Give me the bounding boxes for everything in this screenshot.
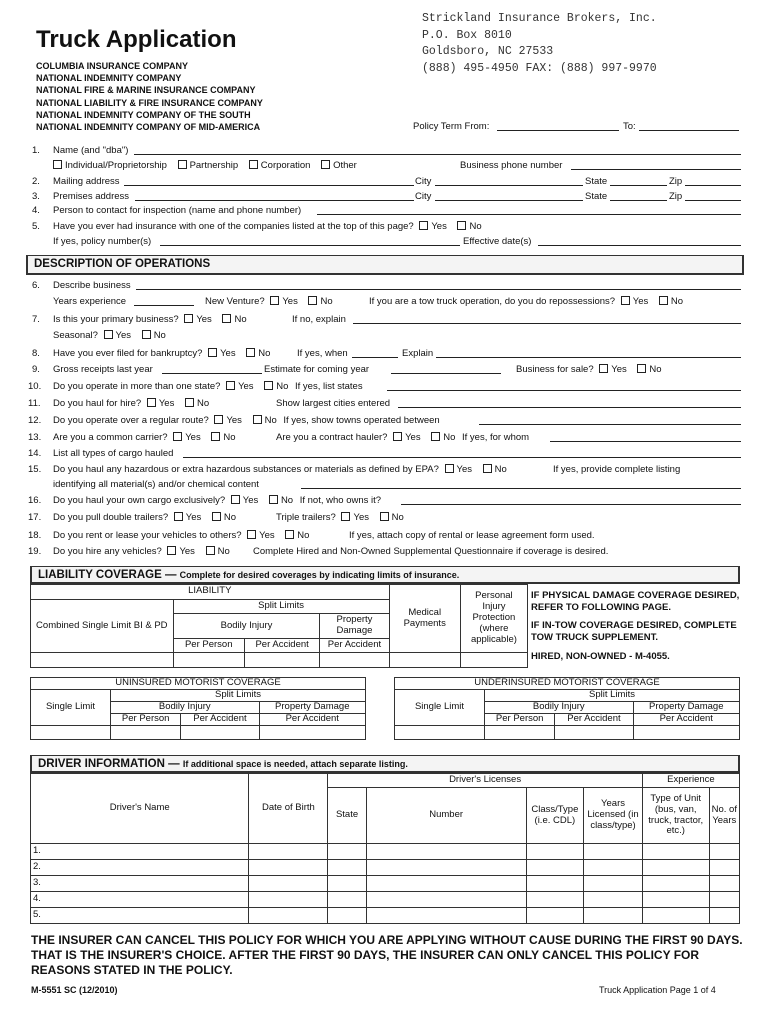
um-per-accident-cell[interactable] <box>181 726 259 740</box>
um-pd-cell[interactable] <box>259 726 365 740</box>
table-cell[interactable] <box>642 892 709 908</box>
years-licensed-header: Years Licensed (in class/type) <box>584 788 643 844</box>
policy-numbers-field[interactable] <box>160 245 460 246</box>
q6-number: 6. <box>32 280 40 291</box>
q4-number: 4. <box>32 205 40 216</box>
new-venture-row: New Venture? Yes No <box>205 296 333 307</box>
table-cell[interactable] <box>584 876 643 892</box>
uim-per-accident-cell[interactable] <box>555 726 633 740</box>
split-limits-header: Split Limits <box>173 599 389 614</box>
per-accident-header: Per Accident <box>555 714 633 726</box>
table-cell[interactable] <box>526 860 584 876</box>
table-cell[interactable] <box>709 844 739 860</box>
q5-row: Have you ever had insurance with one of the companies listed at the top of this page? Yes No <box>53 221 482 232</box>
q11-row: Do you haul for hire? Yes No <box>53 398 210 409</box>
q15-list-label: If yes, provide complete listing <box>553 464 681 475</box>
bodily-injury-header: Bodily Injury <box>111 702 260 714</box>
cancellation-warning: THE INSURER CAN CANCEL THIS POLICY FOR WHICH YOU ARE APPLYING WITHOUT CAUSE DURING THE FIRST 90 DAYS. THAT IS THE INSURER'S CHOICE. AFTER THE FIRST 90 DAYS, THE INSURER CAN ONLY CANCEL THIS POLICY FOR REASONS STATED IN THE POLICY. <box>31 933 743 977</box>
contract-hauler-row: Are you a contract hauler? Yes No If yes, for whom <box>276 432 530 443</box>
premises-city-field[interactable] <box>435 200 583 201</box>
table-cell[interactable] <box>366 876 526 892</box>
unit-type-header: Type of Unit (bus, van, truck, tractor, etc.) <box>642 788 709 844</box>
split-limits-header: Split Limits <box>485 690 740 702</box>
split-limits-header: Split Limits <box>111 690 366 702</box>
states-list-field[interactable] <box>387 390 741 391</box>
checkbox[interactable] <box>104 330 113 339</box>
q18-number: 18. <box>28 530 42 541</box>
city-label: City <box>415 191 432 202</box>
broker-phone: (888) 495-4950 FAX: (888) 997-9970 <box>422 61 657 75</box>
q12-row: Do you operate over a regular route? Yes No If yes, show towns operated between <box>53 415 440 426</box>
broker-city: Goldsboro, NC 27533 <box>422 45 554 58</box>
business-phone-field[interactable] <box>571 169 741 170</box>
no-of-years-header: No. of Years <box>709 788 739 844</box>
policy-term-to-label: To: <box>623 121 636 132</box>
single-limit-header: Single Limit <box>395 690 485 726</box>
q4-label: Person to contact for inspection (name and phone number) <box>53 205 302 216</box>
bankruptcy-when-field[interactable] <box>352 357 398 358</box>
pip-header: Personal Injury Protection (where applicable) <box>460 585 527 653</box>
estimate-field[interactable] <box>391 373 501 374</box>
driver-table <box>30 773 740 924</box>
q8-explain-label: Explain <box>402 348 434 359</box>
checkbox[interactable] <box>285 530 294 539</box>
premises-state-field[interactable] <box>610 200 667 201</box>
mailing-address-field[interactable] <box>124 185 414 186</box>
uninsured-motorist-table <box>30 677 366 740</box>
business-phone-label: Business phone number <box>460 160 563 171</box>
table-cell[interactable] <box>328 860 366 876</box>
uim-per-person-cell[interactable] <box>485 726 555 740</box>
q5-number: 5. <box>32 221 40 232</box>
table-cell[interactable] <box>249 892 328 908</box>
q8-number: 8. <box>32 348 40 359</box>
per-accident-header: Per Accident <box>244 638 319 653</box>
um-per-person-cell[interactable] <box>111 726 181 740</box>
section-heading-operations: DESCRIPTION OF OPERATIONS <box>26 255 744 275</box>
section-heading-liability: LIABILITY COVERAGE — Complete for desired coverages by indicating limits of insurance. <box>30 566 740 584</box>
liability-table <box>30 584 528 668</box>
table-cell[interactable] <box>709 908 739 924</box>
checkbox[interactable] <box>231 495 240 504</box>
table-cell[interactable] <box>709 860 739 876</box>
checkbox[interactable] <box>211 432 220 441</box>
hired-non-owned-note: HIRED, NON-OWNED - M-4055. <box>531 651 670 662</box>
repossession-row: If you are a tow truck operation, do you do repossessions? Yes No <box>369 296 684 307</box>
form-number: M-5551 SC (12/2010) <box>31 985 118 995</box>
effective-dates-field[interactable] <box>538 245 741 246</box>
driver-row-number[interactable]: 5. <box>31 908 249 924</box>
checkbox[interactable] <box>253 415 262 424</box>
q19-complete-label: Complete Hired and Non-Owned Supplemental Questionnaire if coverage is desired. <box>253 546 609 557</box>
state-header: State <box>328 788 366 844</box>
triple-trailers-row: Triple trailers? Yes No <box>276 512 404 523</box>
city-label: City <box>415 176 432 187</box>
checkbox[interactable] <box>269 495 278 504</box>
bi-per-accident-cell[interactable] <box>244 653 319 668</box>
seasonal-row: Seasonal? Yes No <box>53 330 166 341</box>
table-cell[interactable] <box>642 860 709 876</box>
table-cell[interactable] <box>366 844 526 860</box>
q18-attach-label: If yes, attach copy of rental or lease agreement form used. <box>349 530 595 541</box>
checkbox[interactable] <box>174 512 183 521</box>
per-person-header: Per Person <box>111 714 181 726</box>
bodily-injury-header: Bodily Injury <box>173 614 320 639</box>
liability-header: LIABILITY <box>31 585 390 600</box>
checkbox[interactable] <box>659 296 668 305</box>
checkbox[interactable] <box>178 160 187 169</box>
checkbox[interactable] <box>249 160 258 169</box>
q9-number: 9. <box>32 364 40 375</box>
q3-label: Premises address <box>53 191 130 202</box>
mailing-state-field[interactable] <box>610 185 667 186</box>
class-type-header: Class/Type (i.e. CDL) <box>526 788 584 844</box>
policy-term-to-field[interactable] <box>639 130 739 131</box>
company-name: NATIONAL LIABILITY & FIRE INSURANCE COMPANY <box>36 97 263 108</box>
per-accident-header: Per Accident <box>320 638 389 653</box>
table-cell[interactable] <box>642 908 709 924</box>
gross-receipts-field[interactable] <box>162 373 262 374</box>
section-heading-drivers: DRIVER INFORMATION — If additional space is needed, attach separate listing. <box>30 755 740 773</box>
table-row <box>31 844 740 860</box>
pd-per-accident-cell[interactable] <box>320 653 389 668</box>
checkbox[interactable] <box>321 160 330 169</box>
q13-row: Are you a common carrier? Yes No <box>53 432 236 443</box>
q11-number: 11. <box>28 398 41 409</box>
table-cell[interactable] <box>328 892 366 908</box>
in-tow-note: IF IN-TOW COVERAGE DESIRED, COMPLETE TOW TRUCK SUPPLEMENT. <box>531 620 737 643</box>
checkbox[interactable] <box>246 348 255 357</box>
hazardous-materials-field[interactable] <box>301 488 741 489</box>
table-row <box>31 876 740 892</box>
um-header: UNINSURED MOTORIST COVERAGE <box>31 678 366 690</box>
checkbox[interactable] <box>270 296 279 305</box>
q18-row: Do you rent or lease your vehicles to others? Yes No <box>53 530 310 541</box>
q14-number: 14. <box>28 448 42 459</box>
page-title: Truck Application <box>36 26 237 53</box>
checkbox[interactable] <box>212 512 221 521</box>
q3-number: 3. <box>32 191 40 202</box>
table-cell[interactable] <box>709 892 739 908</box>
checkbox[interactable] <box>380 512 389 521</box>
table-cell[interactable] <box>249 860 328 876</box>
property-damage-header: Property Damage <box>259 702 365 714</box>
cargo-owner-field[interactable] <box>401 504 741 505</box>
checkbox[interactable] <box>226 381 235 390</box>
uim-single-limit-cell[interactable] <box>395 726 485 740</box>
checkbox[interactable] <box>184 314 193 323</box>
uim-pd-cell[interactable] <box>633 726 739 740</box>
checkbox[interactable] <box>214 415 223 424</box>
zip-label: Zip <box>669 176 683 187</box>
q14-label: List all types of cargo hauled <box>53 448 174 459</box>
table-cell[interactable] <box>642 844 709 860</box>
property-damage-header: Property Damage <box>633 702 739 714</box>
drivers-licenses-header: Driver's Licenses <box>328 774 643 788</box>
checkbox[interactable] <box>445 464 454 473</box>
table-cell[interactable] <box>584 908 643 924</box>
property-damage-header: Property Damage <box>320 614 389 639</box>
per-person-header: Per Person <box>485 714 555 726</box>
contract-for-whom-field[interactable] <box>550 441 741 442</box>
table-cell[interactable] <box>249 844 328 860</box>
table-cell[interactable] <box>526 876 584 892</box>
driver-row-number[interactable]: 3. <box>31 876 249 892</box>
bankruptcy-explain-field[interactable] <box>436 357 741 358</box>
q17-row: Do you pull double trailers? Yes No <box>53 512 237 523</box>
q19-row: Do you hire any vehicles? Yes No <box>53 546 230 557</box>
drivers-name-header: Driver's Name <box>31 774 249 844</box>
driver-row-number[interactable]: 2. <box>31 860 249 876</box>
describe-business-field[interactable] <box>136 289 741 290</box>
table-cell[interactable] <box>328 908 366 924</box>
table-cell[interactable] <box>526 908 584 924</box>
table-row <box>31 892 740 908</box>
q17-number: 17. <box>28 512 42 523</box>
policy-term-from-field[interactable] <box>497 130 619 131</box>
largest-cities-field[interactable] <box>398 407 741 408</box>
premises-zip-field[interactable] <box>685 200 741 201</box>
table-cell[interactable] <box>328 844 366 860</box>
q10-row: Do you operate in more than one state? Yes No If yes, list states <box>53 381 363 392</box>
q7-row: Is this your primary business? Yes No <box>53 314 247 325</box>
table-cell[interactable] <box>249 908 328 924</box>
table-cell[interactable] <box>642 876 709 892</box>
q19-number: 19. <box>28 546 42 557</box>
checkbox[interactable] <box>206 546 215 555</box>
q9-estimate-label: Estimate for coming year <box>264 364 370 375</box>
combined-single-header: Combined Single Limit BI & PD <box>31 599 174 653</box>
table-cell[interactable] <box>328 876 366 892</box>
business-for-sale-row: Business for sale? Yes No <box>516 364 662 375</box>
state-label: State <box>585 176 608 187</box>
years-experience-field[interactable] <box>134 305 194 306</box>
experience-header: Experience <box>642 774 739 788</box>
table-cell[interactable] <box>526 892 584 908</box>
bodily-injury-header: Bodily Injury <box>485 702 634 714</box>
table-cell[interactable] <box>366 860 526 876</box>
single-limit-header: Single Limit <box>31 690 111 726</box>
checkbox[interactable] <box>147 398 156 407</box>
mailing-zip-field[interactable] <box>685 185 741 186</box>
company-name: NATIONAL INDEMNITY COMPANY OF THE SOUTH <box>36 109 251 120</box>
um-single-limit-cell[interactable] <box>31 726 111 740</box>
table-cell[interactable] <box>584 860 643 876</box>
years-experience-label: Years experience <box>53 296 127 307</box>
company-list <box>36 60 263 133</box>
checkbox[interactable] <box>431 432 440 441</box>
table-cell[interactable] <box>584 892 643 908</box>
checkbox[interactable] <box>393 432 402 441</box>
table-cell[interactable] <box>249 876 328 892</box>
policy-term-from-label: Policy Term From: <box>413 121 490 132</box>
q7-number: 7. <box>32 314 40 325</box>
underinsured-motorist-table <box>394 677 740 740</box>
checkbox[interactable] <box>208 348 217 357</box>
q15-row: Do you haul any hazardous or extra hazardous substances or materials as defined by EPA? Yes No <box>53 464 507 475</box>
q12-number: 12. <box>28 415 42 426</box>
table-row <box>31 908 740 924</box>
per-person-header: Per Person <box>173 638 244 653</box>
q8-row: Have you ever filed for bankruptcy? Yes No <box>53 348 271 359</box>
table-cell[interactable] <box>366 892 526 908</box>
checkbox[interactable] <box>483 464 492 473</box>
q5-policy-label: If yes, policy number(s) <box>53 236 152 247</box>
checkbox[interactable] <box>599 364 608 373</box>
company-name: NATIONAL FIRE & MARINE INSURANCE COMPANY <box>36 85 256 96</box>
table-cell[interactable] <box>709 876 739 892</box>
table-cell[interactable] <box>526 844 584 860</box>
checkbox[interactable] <box>247 530 256 539</box>
checkbox[interactable] <box>222 314 231 323</box>
q7-explain-label: If no, explain <box>292 314 346 325</box>
inspection-contact-field[interactable] <box>317 214 741 215</box>
checkbox[interactable] <box>308 296 317 305</box>
driver-row-number[interactable]: 4. <box>31 892 249 908</box>
q15-line2-label: identifying all material(s) and/or chemical content <box>53 479 259 490</box>
per-accident-header: Per Accident <box>259 714 365 726</box>
q15-number: 15. <box>28 464 42 475</box>
bi-per-person-cell[interactable] <box>173 653 244 668</box>
towns-field[interactable] <box>479 424 741 425</box>
pip-cell[interactable] <box>460 653 527 668</box>
per-accident-header: Per Accident <box>181 714 259 726</box>
entity-type-row: Individual/Proprietorship Partnership Corporation Other <box>53 160 357 171</box>
driver-row-number[interactable]: 1. <box>31 844 249 860</box>
checkbox[interactable] <box>419 221 428 230</box>
company-name: NATIONAL INDEMNITY COMPANY <box>36 73 182 84</box>
q2-number: 2. <box>32 176 40 187</box>
zip-label: Zip <box>669 191 683 202</box>
q1-number: 1. <box>32 145 40 156</box>
checkbox[interactable] <box>173 432 182 441</box>
q2-label: Mailing address <box>53 176 120 187</box>
cargo-types-field[interactable] <box>183 457 741 458</box>
broker-stamp <box>422 11 657 77</box>
company-name: COLUMBIA INSURANCE COMPANY <box>36 61 188 71</box>
checkbox[interactable] <box>341 512 350 521</box>
q16-number: 16. <box>28 495 42 506</box>
checkbox[interactable] <box>264 381 273 390</box>
combined-single-limit-cell[interactable] <box>31 653 174 668</box>
per-accident-header: Per Accident <box>633 714 739 726</box>
table-cell[interactable] <box>366 908 526 924</box>
q5-effective-label: Effective date(s) <box>463 236 532 247</box>
uim-header: UNDERINSURED MOTORIST COVERAGE <box>395 678 740 690</box>
table-row <box>31 860 740 876</box>
q16-row: Do you haul your own cargo exclusively? Yes No If not, who owns it? <box>53 495 382 506</box>
page-number: Truck Application Page 1 of 4 <box>599 985 716 995</box>
checkbox[interactable] <box>53 160 62 169</box>
company-name: NATIONAL INDEMNITY COMPANY OF MID-AMERICA <box>36 122 261 133</box>
q7-explain-field[interactable] <box>353 323 741 324</box>
checkbox[interactable] <box>185 398 194 407</box>
medical-payments-header: Medical Payments <box>389 585 460 653</box>
date-of-birth-header: Date of Birth <box>249 774 328 844</box>
number-header: Number <box>366 788 526 844</box>
broker-address: P.O. Box 8010 <box>422 28 512 42</box>
checkbox[interactable] <box>637 364 646 373</box>
mailing-city-field[interactable] <box>435 185 583 186</box>
state-label: State <box>585 191 608 202</box>
q1-label: Name (and "dba") <box>53 145 129 156</box>
checkbox[interactable] <box>621 296 630 305</box>
broker-name: Strickland Insurance Brokers, Inc. <box>422 12 657 25</box>
q13-number: 13. <box>28 432 42 443</box>
table-cell[interactable] <box>584 844 643 860</box>
checkbox[interactable] <box>167 546 176 555</box>
name-field[interactable] <box>134 154 741 155</box>
q10-number: 10. <box>28 381 42 392</box>
q8-when-label: If yes, when <box>297 348 348 359</box>
q11-cities-label: Show largest cities entered <box>276 398 391 409</box>
medical-payments-cell[interactable] <box>389 653 460 668</box>
checkbox[interactable] <box>457 221 466 230</box>
q6-label: Describe business <box>53 280 131 291</box>
checkbox[interactable] <box>142 330 151 339</box>
q9-label: Gross receipts last year <box>53 364 153 375</box>
physical-damage-note: IF PHYSICAL DAMAGE COVERAGE DESIRED, REFER TO FOLLOWING PAGE. <box>531 590 740 613</box>
premises-address-field[interactable] <box>135 200 414 201</box>
